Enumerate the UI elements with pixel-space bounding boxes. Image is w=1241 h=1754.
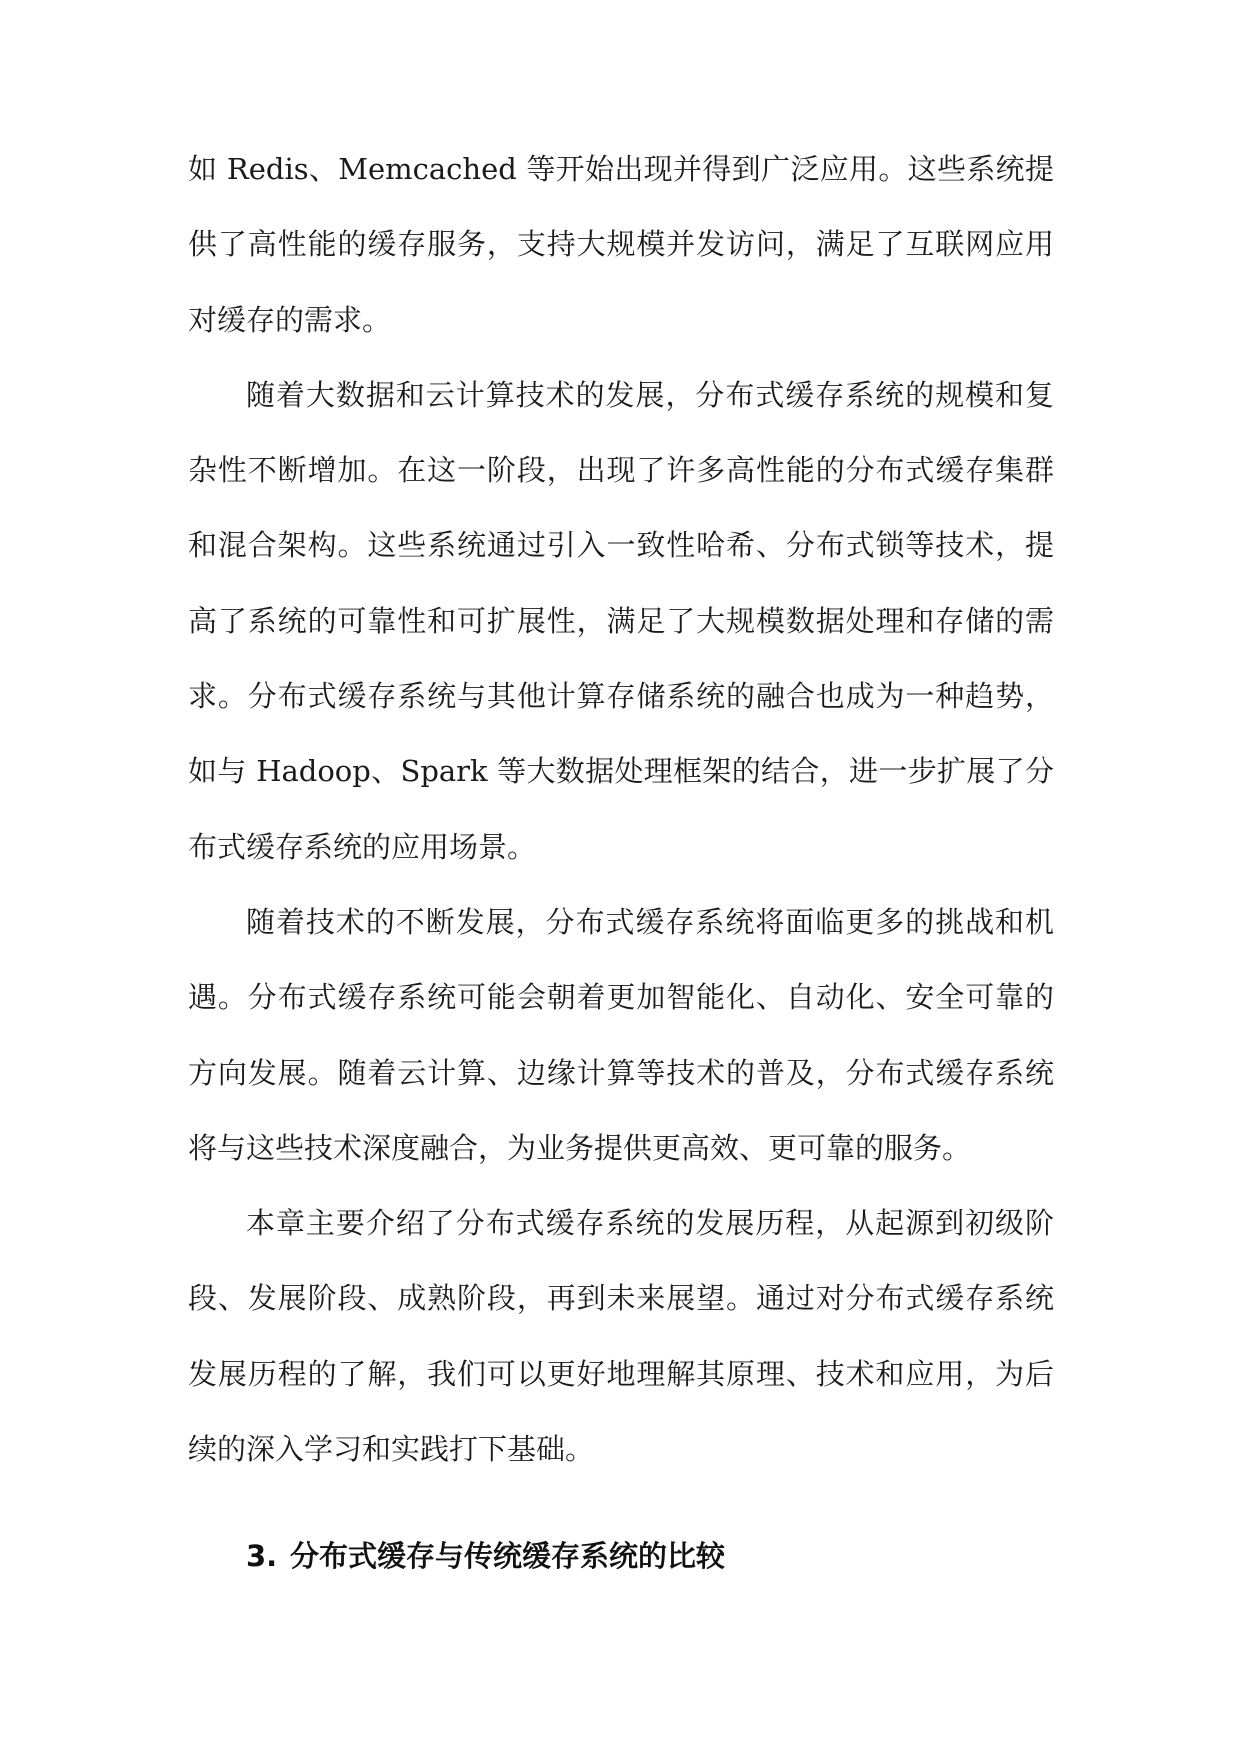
paragraph-continued: 如 Redis、Memcached 等开始出现并得到广泛应用。这些系统提供了高性能的缓存服务，支持大规模并发访问，满足了互联网应用对缓存的需求。 xyxy=(188,152,1054,337)
paragraph: 随着大数据和云计算技术的发展，分布式缓存系统的规模和复杂性不断增加。在这一阶段，出现了许多高性能的分布式缓存集群和混合架构。这些系统通过引入一致性哈希、分布式锁等技术，提高了系统的可靠性和可扩展性，满足了大规模数据处理和存储的需求。分布式缓存系统与其他计算存储系统的融合也成为一种趋势，如与 Hadoop、Spark 等大数据处理框架的结合，进一步扩展了分布式缓存系统的应用场景。 xyxy=(188,377,1054,864)
paragraph: 本章主要介绍了分布式缓存系统的发展历程，从起源到初级阶段、发展阶段、成熟阶段，再到未来展望。通过对分布式缓存系统发展历程的了解，我们可以更好地理解其原理、技术和应用，为后续的深入学习和实践打下基础。 xyxy=(188,1206,1054,1467)
section-number: 3. xyxy=(246,1539,278,1573)
section-heading xyxy=(246,1536,1046,1576)
paragraph: 随着技术的不断发展，分布式缓存系统将面临更多的挑战和机遇。分布式缓存系统可能会朝着更加智能化、自动化、安全可靠的方向发展。随着云计算、边缘计算等技术的普及，分布式缓存系统将与这些技术深度融合，为业务提供更高效、更可靠的服务。 xyxy=(188,904,1054,1165)
body-text xyxy=(188,132,1054,1487)
section-title: 分布式缓存与传统缓存系统的比较 xyxy=(290,1539,726,1573)
